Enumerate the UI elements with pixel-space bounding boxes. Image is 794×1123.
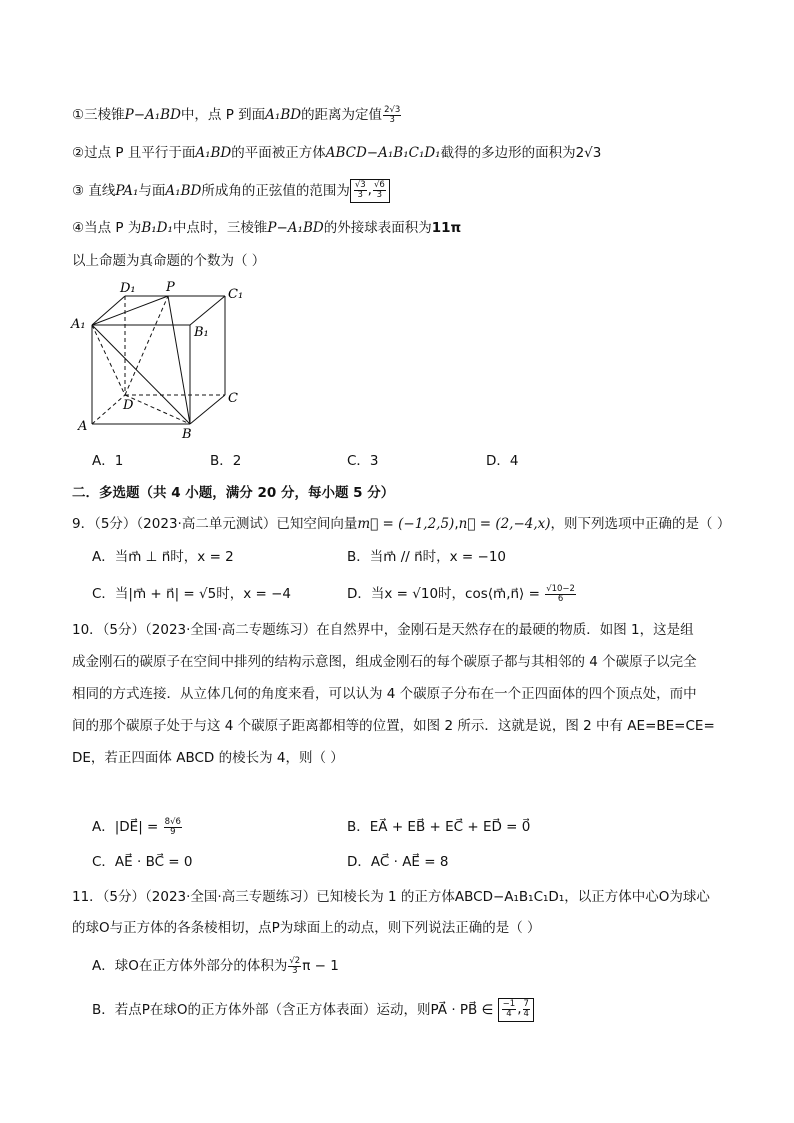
- q9-option-b: B．当m⃗ // n⃗时，x = −10: [347, 549, 507, 565]
- q10-line-3: 相同的方式连接．从立体几何的角度来看，可以认为 4 个碳原子分布在一个正四面体的四个顶点处，而中: [72, 686, 697, 702]
- numerator: −1: [502, 998, 516, 1009]
- q10-line-1: 10．（5分）（2023·全国·高二专题练习）在自然界中，金刚石是天然存在的最硬的物质．如图 1，这是组: [72, 622, 694, 638]
- fraction: [354, 181, 367, 200]
- math: n⃗ = (2,−4,x): [458, 516, 551, 532]
- denominator: 3: [389, 114, 395, 125]
- fraction: [373, 181, 386, 200]
- text: 所成角的正弦值的范围为: [201, 183, 350, 199]
- text: π − 1: [302, 958, 339, 974]
- label-D1: D₁: [120, 281, 136, 296]
- label-B: B: [182, 427, 192, 442]
- numerator: √10−2: [546, 583, 575, 594]
- math: m⃗ = (−1,2,5): [357, 516, 455, 532]
- text: 的平面被正方体: [231, 145, 326, 161]
- q8-question: 以上命题为真命题的个数为（ ）: [72, 253, 266, 269]
- range-bracket: $\frac{-1}{4}$ , $\frac{7}{4}$: [498, 998, 534, 1022]
- q10-line-4: 间的那个碳原子处于与这 4 个碳原子距离都相等的位置，如图 2 所示．这就是说，图 2 中有 AE=BE=CE=: [72, 718, 715, 734]
- fraction: [523, 1000, 530, 1019]
- text: 9．（5分）（2023·高二单元测试）已知空间向量: [72, 516, 358, 532]
- fraction: [502, 1000, 517, 1019]
- denominator: 3: [357, 189, 363, 200]
- q8-item-2: [72, 143, 601, 163]
- text: ①三棱锥: [72, 107, 125, 123]
- text: B．若点P在球O的正方体外部（含正方体表面）运动，则PA⃗ · PB⃗ ∈: [92, 1002, 498, 1018]
- fraction: [383, 106, 401, 125]
- q10-option-b: B．EA⃗ + EB⃗ + EC⃗ + ED⃗ = 0⃗: [347, 819, 531, 835]
- text: 与面: [138, 183, 166, 199]
- fraction: [545, 585, 576, 604]
- q8-option-b: B．2: [210, 453, 242, 469]
- math: P−A₁BD: [267, 220, 324, 236]
- q9-option-a: A．当m⃗ ⊥ n⃗时，x = 2: [92, 549, 234, 565]
- q11-option-b: [92, 998, 534, 1022]
- denominator: 4: [506, 1008, 512, 1019]
- q10-option-d: D．AC⃗ · AE⃗ = 8: [347, 854, 449, 870]
- cube-figure: [70, 278, 250, 444]
- q10-option-c: C．AE⃗ · BC⃗ = 0: [92, 854, 193, 870]
- q11-line-1: 11．（5分）（2023·全国·高三专题练习）已知棱长为 1 的正方体ABCD−A₁B₁C₁D₁，以正方体中心O为球心: [72, 889, 710, 905]
- numerator: 2√3: [384, 104, 401, 115]
- numerator: 7: [523, 998, 529, 1009]
- text: 中点时，三棱锥: [172, 220, 268, 236]
- label-P: P: [166, 280, 175, 295]
- fraction: [288, 957, 301, 976]
- numerator: √3: [354, 179, 366, 190]
- range-bracket: $\frac{√3}{3}$ , $\frac{√6}{3}$: [350, 179, 390, 203]
- label-D: D: [123, 398, 134, 413]
- math: B₁D₁: [141, 220, 173, 236]
- section-title: 二．多选题（共 4 小题，满分 20 分，每小题 5 分）: [72, 485, 395, 501]
- q8-option-d: D．4: [486, 453, 519, 469]
- numerator: √6: [373, 179, 385, 190]
- text: ③ 直线: [72, 183, 116, 199]
- q10-line-2: 成金刚石的碳原子在空间中排列的结构示意图，组成金刚石的每个碳原子都与其相邻的 4 个碳原子以完全: [72, 654, 697, 670]
- q8-option-c: C．3: [347, 453, 379, 469]
- denominator: 3: [292, 965, 298, 976]
- label-B1: B₁: [194, 325, 209, 340]
- q11-option-a: [92, 956, 339, 976]
- text: ④当点 P 为: [72, 220, 142, 236]
- denominator: 4: [523, 1008, 529, 1019]
- math: A₁BD: [165, 183, 202, 199]
- text: 截得的多边形的面积为: [440, 145, 576, 161]
- math: 11π: [431, 220, 462, 236]
- q10-option-a: [92, 817, 183, 837]
- label-C: C: [228, 391, 238, 406]
- math: PA₁: [115, 183, 139, 199]
- q9-option-c: C．当|m⃗ + n⃗| = √5时，x = −4: [92, 586, 291, 602]
- q8-item-4: [72, 218, 461, 238]
- label-C1: C₁: [228, 287, 244, 302]
- denominator: 6: [557, 593, 564, 604]
- text: D．当x = √10时，cos⟨m⃗,n⃗⟩ =: [347, 586, 545, 602]
- label-A: A: [78, 419, 88, 434]
- q8-option-a: A．1: [92, 453, 124, 469]
- math: A₁BD: [265, 107, 302, 123]
- text: A．球O在正方体外部分的体积为: [92, 958, 288, 974]
- math: A₁BD: [195, 145, 232, 161]
- denominator: 9: [170, 826, 176, 837]
- q11-line-2: 的球O与正方体的各条棱相切，点P为球面上的动点，则下列说法正确的是（ ）: [72, 920, 541, 936]
- q8-item-1: [72, 105, 402, 125]
- q10-line-5: DE，若正四面体 ABCD 的棱长为 4，则（ ）: [72, 750, 344, 766]
- denominator: 3: [376, 189, 383, 200]
- text: 的外接球表面积为: [323, 220, 432, 236]
- numerator: 8√6: [164, 816, 181, 827]
- q9-option-d: [347, 584, 577, 604]
- q8-item-3: [72, 179, 390, 203]
- text: 中，点 P 到面: [180, 107, 266, 123]
- fraction: [164, 818, 182, 837]
- text: ，则下列选项中正确的是（ ）: [550, 516, 731, 532]
- label-A1: A₁: [71, 317, 86, 332]
- text: ②过点 P 且平行于面: [72, 145, 196, 161]
- math: P−A₁BD: [124, 107, 181, 123]
- text: A．|DE⃗| =: [92, 819, 163, 835]
- q9-stem: 9．（5分）（2023·高二单元测试）已知空间向量m⃗ = (−1,2,5),n⃗ = (2,−4,x)，则下列选项中正确的是（ ）: [72, 516, 731, 532]
- text: 的距离为定值: [301, 107, 383, 123]
- math: ABCD−A₁B₁C₁D₁: [325, 145, 441, 161]
- numerator: √2: [289, 955, 301, 966]
- math: 2√3: [575, 145, 602, 161]
